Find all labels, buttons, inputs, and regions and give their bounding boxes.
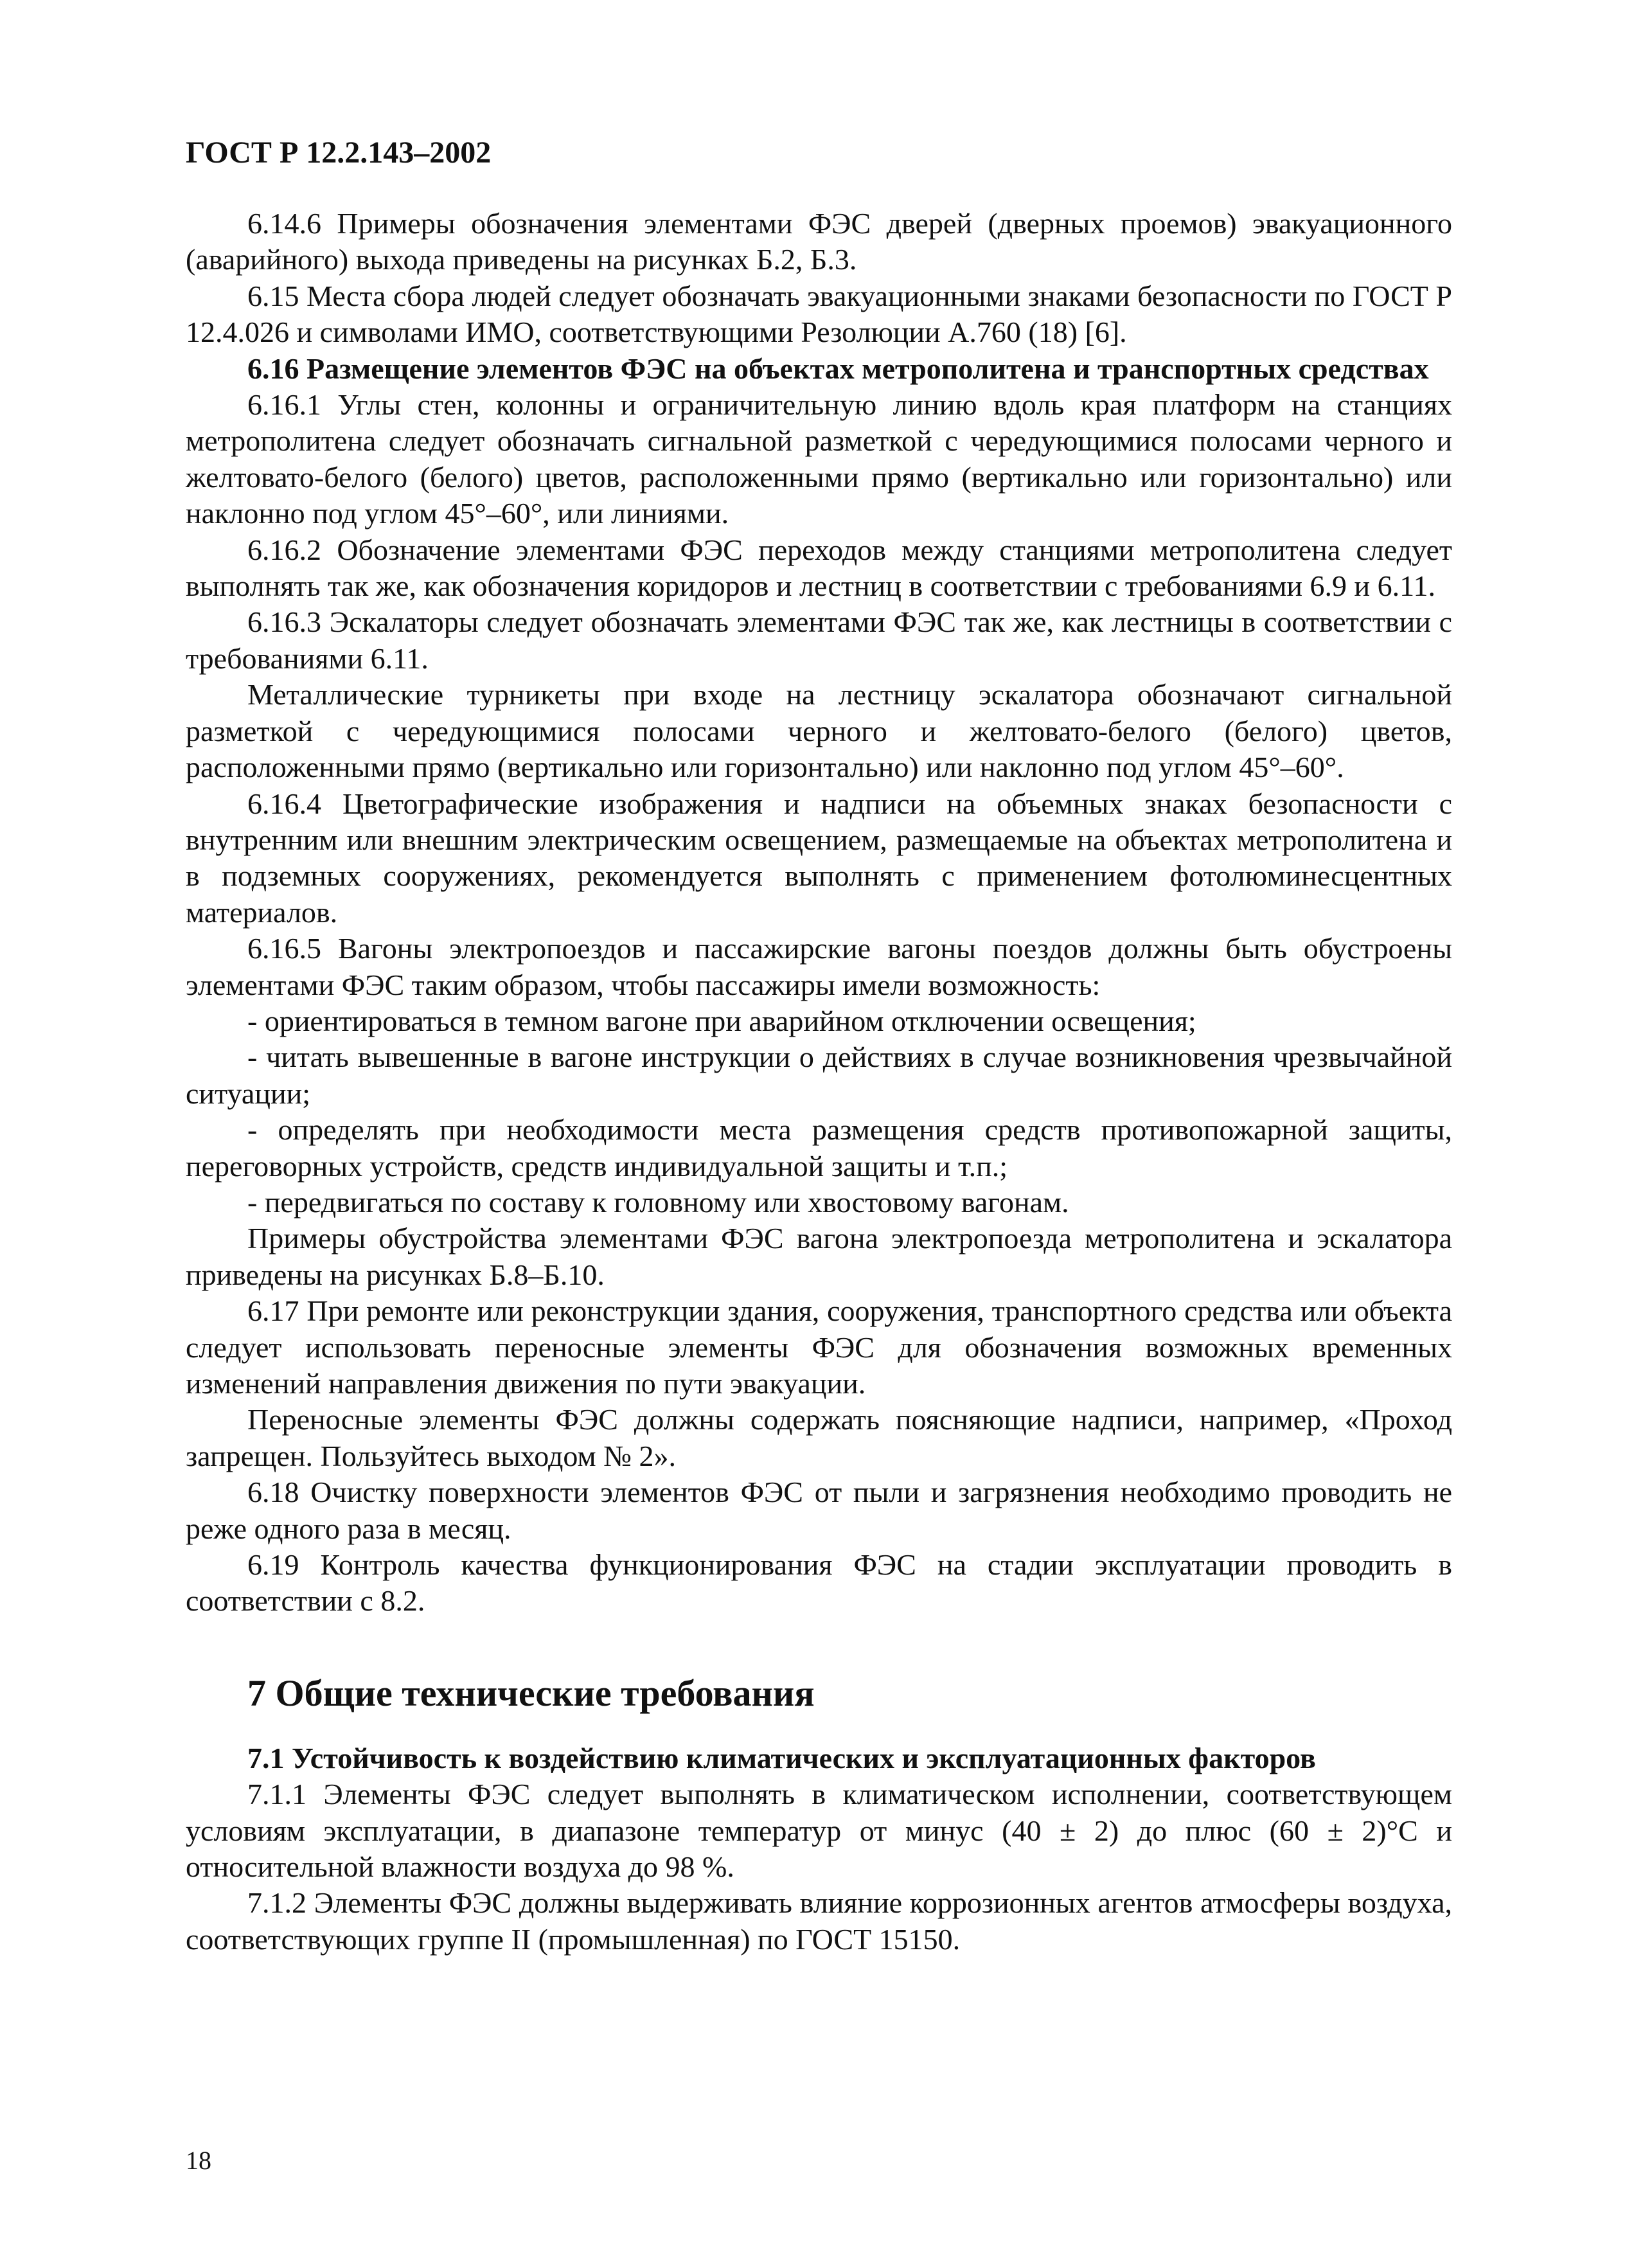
document-header: ГОСТ Р 12.2.143–2002 [186, 136, 492, 170]
page-number: 18 [186, 2146, 211, 2175]
paragraph-portable-elements: Переносные элементы ФЭС должны содержать поясняющие надписи, например, «Проход запрещен. Пользуйтесь выходом № 2». [186, 1403, 1452, 1472]
list-item-orient: - ориентироваться в темном вагоне при аварийном отключении освещения; [247, 1004, 1196, 1037]
document-body [186, 206, 1452, 1958]
paragraph-6-17: 6.17 При ремонте или реконструкции здания, сооружения, транспортного средства или объекта следует использовать переносные элементы ФЭС для обозначения возможных временных изменений направления движения по пути эвакуации. [186, 1294, 1452, 1400]
paragraph-6-16-5: 6.16.5 Вагоны электропоездов и пассажирские вагоны поездов должны быть обустроены элементами ФЭС таким образом, чтобы пассажиры имели возможность: [186, 932, 1452, 1001]
paragraph-turnstiles: Металлические турникеты при входе на лестницу эскалатора обозначают сигнальной разметкой с чередующимися полосами черного и желтовато-белого (белого) цветов, расположенными прямо (вертикально или горизонтально) или наклонно под углом 45°–60°. [186, 678, 1452, 784]
paragraph-examples-figures: Примеры обустройства элементами ФЭС вагона электропоезда метрополитена и эскалатора приведены на рисунках Б.8–Б.10. [186, 1222, 1452, 1291]
paragraph-6-16-4: 6.16.4 Цветографические изображения и надписи на объемных знаках безопасности с внутренним или внешним электрическим освещением, размещаемые на объектах метрополитена и в подземных сооружениях, рекомендуется выполнять с применением фотолюминесцентных материалов. [186, 787, 1452, 929]
list-item-move-through-train: - передвигаться по составу к головному или хвостовому вагонам. [247, 1185, 1069, 1219]
paragraph-6-18: 6.18 Очистку поверхности элементов ФЭС от пыли и загрязнения необходимо проводить не реже одного раза в месяц. [186, 1476, 1452, 1545]
subsection-heading-6-16: 6.16 Размещение элементов ФЭС на объектах метрополитена и транспортных средствах [247, 352, 1429, 385]
section-heading-7: 7 Общие технические требования [247, 1672, 815, 1714]
paragraph-6-14-6: 6.14.6 Примеры обозначения элементами ФЭС дверей (дверных проемов) эвакуационного (аварийного) выхода приведены на рисунках Б.2, Б.3. [186, 207, 1452, 276]
paragraph-7-1-2: 7.1.2 Элементы ФЭС должны выдерживать влияние коррозионных агентов атмосферы воздуха, соответствующих группе II (промышленная) по ГОСТ 15150. [186, 1886, 1452, 1956]
subsection-heading-7-1: 7.1 Устойчивость к воздействию климатических и эксплуатационных факторов [247, 1741, 1316, 1774]
list-item-read-instructions: - читать вывешенные в вагоне инструкции о действиях в случае возникновения чрезвычайной ситуации; [186, 1040, 1452, 1110]
paragraph-6-16-1: 6.16.1 Углы стен, колонны и ограничительную линию вдоль края платформ на станциях метрополитена следует обозначать сигнальной разметкой с чередующимися полосами черного и желтовато-белого (белого) цветов, расположенными прямо (вертикально или горизонтально) или наклонно под углом 45°–60°, или линиями. [186, 388, 1452, 530]
paragraph-6-16-2: 6.16.2 Обозначение элементами ФЭС переходов между станциями метрополитена следует выполнять так же, как обозначения коридоров и лестниц в соответствии с требованиями 6.9 и 6.11. [186, 533, 1452, 603]
paragraph-7-1-1: 7.1.1 Элементы ФЭС следует выполнять в климатическом исполнении, соответствующем условиям эксплуатации, в диапазоне температур от минус (40 ± 2) до плюс (60 ± 2)°С и относительной влажности воздуха до 98 %. [186, 1778, 1452, 1884]
paragraph-6-16-3: 6.16.3 Эскалаторы следует обозначать элементами ФЭС так же, как лестницы в соответствии с требованиями 6.11. [186, 605, 1452, 675]
paragraph-6-19: 6.19 Контроль качества функционирования ФЭС на стадии эксплуатации проводить в соответствии с 8.2. [186, 1548, 1452, 1618]
list-item-locate-equipment: - определять при необходимости места размещения средств противопожарной защиты, переговорных устройств, средств индивидуальной защиты и т.п.; [186, 1113, 1452, 1183]
paragraph-6-15: 6.15 Места сбора людей следует обозначать эвакуационными знаками безопасности по ГОСТ Р 12.4.026 и символами ИМО, соответствующими Резолюции А.760 (18) [6]. [186, 279, 1452, 349]
